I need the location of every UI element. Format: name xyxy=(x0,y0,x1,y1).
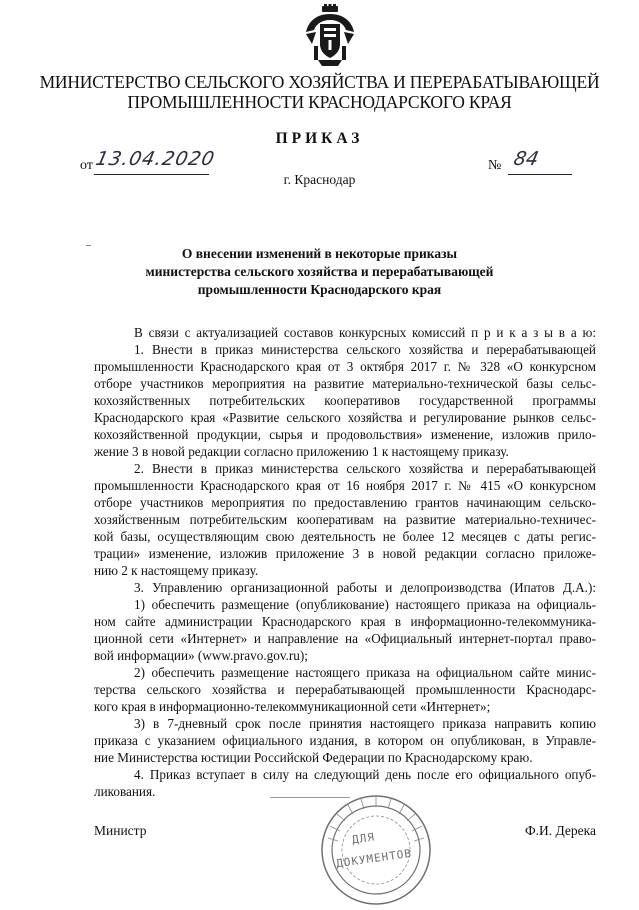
body-line: жение 3 в новой редакции согласно приложению 1 к настоящему приказу. xyxy=(94,444,509,459)
body-line: 3. Управлению организационной работы и делопроизводства (Ипатов Д.А.): xyxy=(134,580,596,595)
signer-name: Ф.И. Дерека xyxy=(525,823,596,838)
official-stamp xyxy=(318,788,434,905)
body-line: трации» изменение, изложив приложение 3 в новой редакции согласно приложе- xyxy=(94,546,596,561)
body-line: 2) обеспечить размещение настоящего приказа на официальном сайте минис- xyxy=(134,665,596,680)
stamp-text-line-2: ДОКУМЕНТОВ xyxy=(335,846,413,871)
date-label: от xyxy=(80,158,93,173)
body-line: кой базы, осуществляющим свою деятельность не более 12 месяцев с даты регис- xyxy=(94,529,596,544)
heading-line-2: министерства сельского хозяйства и перерабатывающей xyxy=(145,264,494,279)
stamp-text-line-1: ДЛЯ xyxy=(351,830,376,847)
body-line: отборе участников мероприятия на развитие материально-технической базы сельс- xyxy=(94,376,596,391)
body-line: промышленности Краснодарского края от 3 октября 2017 г. № 328 «О конкурсном xyxy=(94,359,596,374)
body-line: кохозяйственных потребительских кооперативов государственной программы xyxy=(94,393,596,408)
body-line: ние Министерства юстиции Российской Федерации по Краснодарскому краю. xyxy=(94,750,533,765)
body-line: приказа с указанием официального издания, в котором он опубликован, в Управле- xyxy=(94,733,596,748)
ministry-name-line-1: МИНИСТЕРСТВО СЕЛЬСКОГО ХОЗЯЙСТВА И ПЕРЕРАБАТЫВАЮЩЕЙ xyxy=(39,72,600,92)
body-line: хозяйственным потребительским кооперативам на развитие материально-техничес- xyxy=(94,512,596,527)
body-line: 1) обеспечить размещение (опубликование) настоящего приказа на официаль- xyxy=(134,597,596,612)
body-line: терства сельского хозяйства и перерабатывающей промышленности Краснодарс- xyxy=(94,682,596,697)
handwritten-date: 13.04.2020 xyxy=(93,148,218,170)
body-line: нию 2 к настоящему приказу. xyxy=(94,563,259,578)
body-line: кого края в информационно-телекоммуникационной сети «Интернет»; xyxy=(94,699,491,714)
coat-of-arms-icon xyxy=(304,4,356,68)
handwritten-number: 84 xyxy=(511,148,541,170)
number-label: № xyxy=(488,158,502,173)
city-label: г. Краснодар xyxy=(283,172,356,187)
body-line: кохозяйственной продукции, сырья и продовольствия» изменение, изложив прило- xyxy=(94,427,596,442)
body-line: отборе участников мероприятия по предоставлению грантов начинающим сельско- xyxy=(94,495,596,510)
body-line: вой информации» (www.pravo.gov.ru); xyxy=(94,648,308,663)
body-line: ликования. xyxy=(94,784,156,799)
body-line: В связи с актуализацией составов конкурсных комиссий п р и к а з ы в а ю: xyxy=(134,325,596,340)
heading-line-1: О внесении изменений в некоторые приказы xyxy=(181,246,458,261)
body-line: 1. Внести в приказ министерства сельского хозяйства и перерабатывающей xyxy=(134,342,596,357)
body-line: ном сайте администрации Краснодарского края в информационно-телекоммуника- xyxy=(94,614,596,629)
order-title: ПРИКАЗ xyxy=(275,130,364,147)
heading-line-3: промышленности Краснодарского края xyxy=(197,282,442,297)
body-line: 4. Приказ вступает в силу на следующий день после его официального опуб- xyxy=(134,767,596,782)
body-line: ционной сети «Интернет» и направление на «Официальный интернет-портал право- xyxy=(94,631,596,646)
body-line: промышленности Краснодарского края от 16 ноября 2017 г. № 415 «О конкурсном xyxy=(94,478,596,493)
body-line: Краснодарского края «Развитие сельского хозяйства и регулирование рынков сельс- xyxy=(94,410,596,425)
body-line: 3) в 7-дневный срок после принятия настоящего приказа направить копию xyxy=(134,716,596,731)
body-line: 2. Внести в приказ министерства сельского хозяйства и перерабатывающей xyxy=(134,461,596,476)
signer-position: Министр xyxy=(94,823,147,838)
ministry-name-line-2: ПРОМЫШЛЕННОСТИ КРАСНОДАРСКОГО КРАЯ xyxy=(127,92,512,112)
